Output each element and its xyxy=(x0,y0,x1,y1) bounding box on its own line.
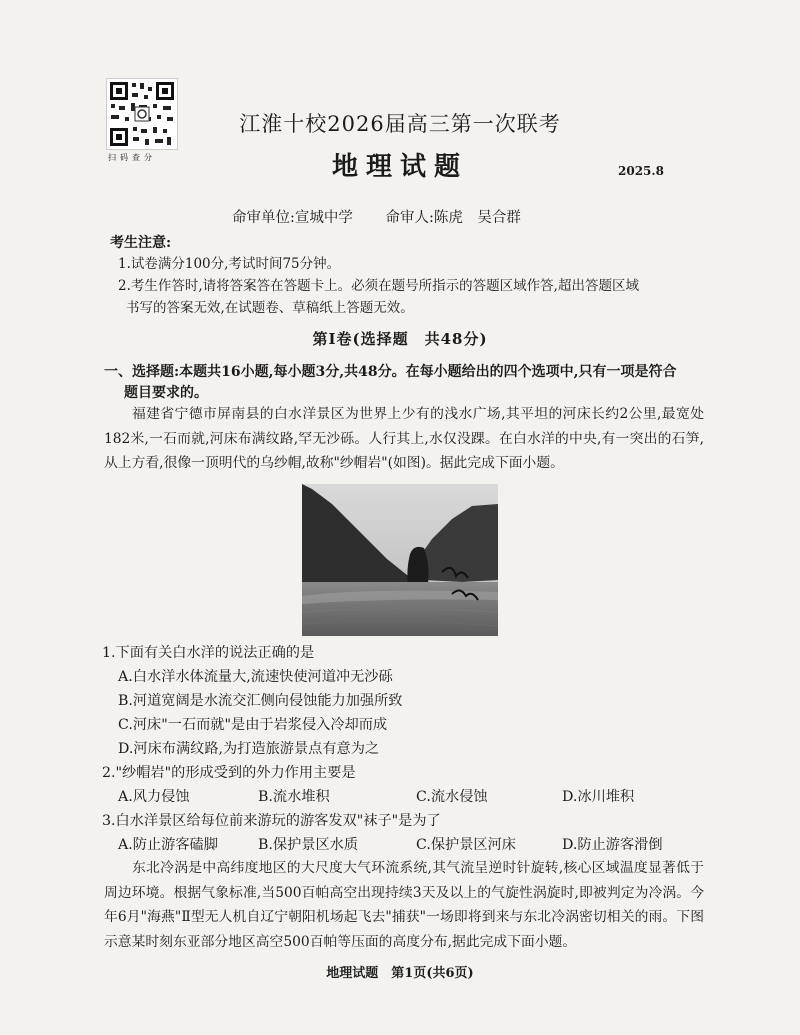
question-1-option-a: A.白水洋水体流量大,流速快使河道冲无沙砾 xyxy=(118,669,393,685)
question-3-option-c: C.保护景区河床 xyxy=(416,837,516,853)
question-2-option-c: C.流水侵蚀 xyxy=(416,789,488,805)
author-names: 命审人:陈虎 吴合群 xyxy=(385,210,521,226)
notice-heading: 考生注意: xyxy=(110,235,172,251)
instruction-line: 题目要求的。 xyxy=(124,385,208,401)
question-2-stem: 2."纱帽岩"的形成受到的外力作用主要是 xyxy=(102,765,356,781)
section-instruction xyxy=(104,362,704,404)
question-1-option-d: D.河床布满纹路,为打造旅游景点有意为之 xyxy=(118,741,380,757)
authors-line xyxy=(232,206,549,227)
notice-item: 1.试卷满分100分,考试时间75分钟。 xyxy=(118,256,341,272)
question-3-option-a: A.防止游客磕脚 xyxy=(118,837,218,853)
question-2-option-d: D.冰川堆积 xyxy=(562,789,635,805)
question-3-stem: 3.白水洋景区给每位前来游玩的游客发双"袜子"是为了 xyxy=(102,813,441,829)
question-2-option-a: A.风力侵蚀 xyxy=(118,789,190,805)
question-1-stem: 1.下面有关白水洋的说法正确的是 xyxy=(102,645,315,661)
question-3-option-d: D.防止游客滑倒 xyxy=(562,837,663,853)
subject-title: 地理试题 xyxy=(331,152,468,182)
question-1-option-b: B.河道宽阔是水流交汇侧向侵蚀能力加强所致 xyxy=(118,693,403,709)
shamaoyan-photo xyxy=(302,484,498,636)
section-title: 第Ⅰ卷(选择题 共48分) xyxy=(312,330,488,348)
qr-caption: 扫码查分 xyxy=(108,153,156,162)
question-3-option-b: B.保护景区水质 xyxy=(258,837,359,853)
passage-baishuiyang: 福建省宁德市屏南县的白水洋景区为世界上少有的浅水广场,其平坦的河床长约2公里,最宽处182米,一石而就,河床布满纹路,罕无沙砾。人行其上,水仅没踝。在白水洋的中央,有一突出的石笋,从上方看,很像一顶明代的乌纱帽,故称"纱帽岩"(如图)。据此完成下面小题。 xyxy=(104,406,704,471)
notice-item: 2.考生作答时,请将答案答在答题卡上。必须在题号所指示的答题区域作答,超出答题区域 xyxy=(118,278,639,294)
notice-item: 书写的答案无效,在试题卷、草稿纸上答题无效。 xyxy=(126,300,414,316)
question-1-option-c: C.河床"一石而就"是由于岩浆侵入冷却而成 xyxy=(118,717,388,733)
author-unit: 命审单位:宣城中学 xyxy=(232,210,353,226)
exam-title: 江淮十校2026届高三第一次联考 xyxy=(239,112,561,136)
instruction-line: 一、选择题:本题共16小题,每小题3分,共48分。在每小题给出的四个选项中,只有一项是符合 xyxy=(104,364,677,380)
exam-date: 2025.8 xyxy=(618,164,664,178)
passage-northeast-vortex: 东北冷涡是中高纬度地区的大尺度大气环流系统,其气流呈逆时针旋转,核心区域温度显著低于周边环境。根据气象标准,当500百帕高空出现持续3天及以上的气旋性涡旋时,即被判定为冷涡。今年6月"海燕"Ⅱ型无人机自辽宁朝阳机场起飞去"捕获"一场即将到来与东北冷涡密切相关的雨。下图示意某时刻东亚部分地区高空500百帕等压面的高度分布,据此完成下面小题。 xyxy=(104,860,704,950)
question-2-option-b: B.流水堆积 xyxy=(258,789,330,805)
page-footer: 地理试题 第1页(共6页) xyxy=(326,966,474,981)
